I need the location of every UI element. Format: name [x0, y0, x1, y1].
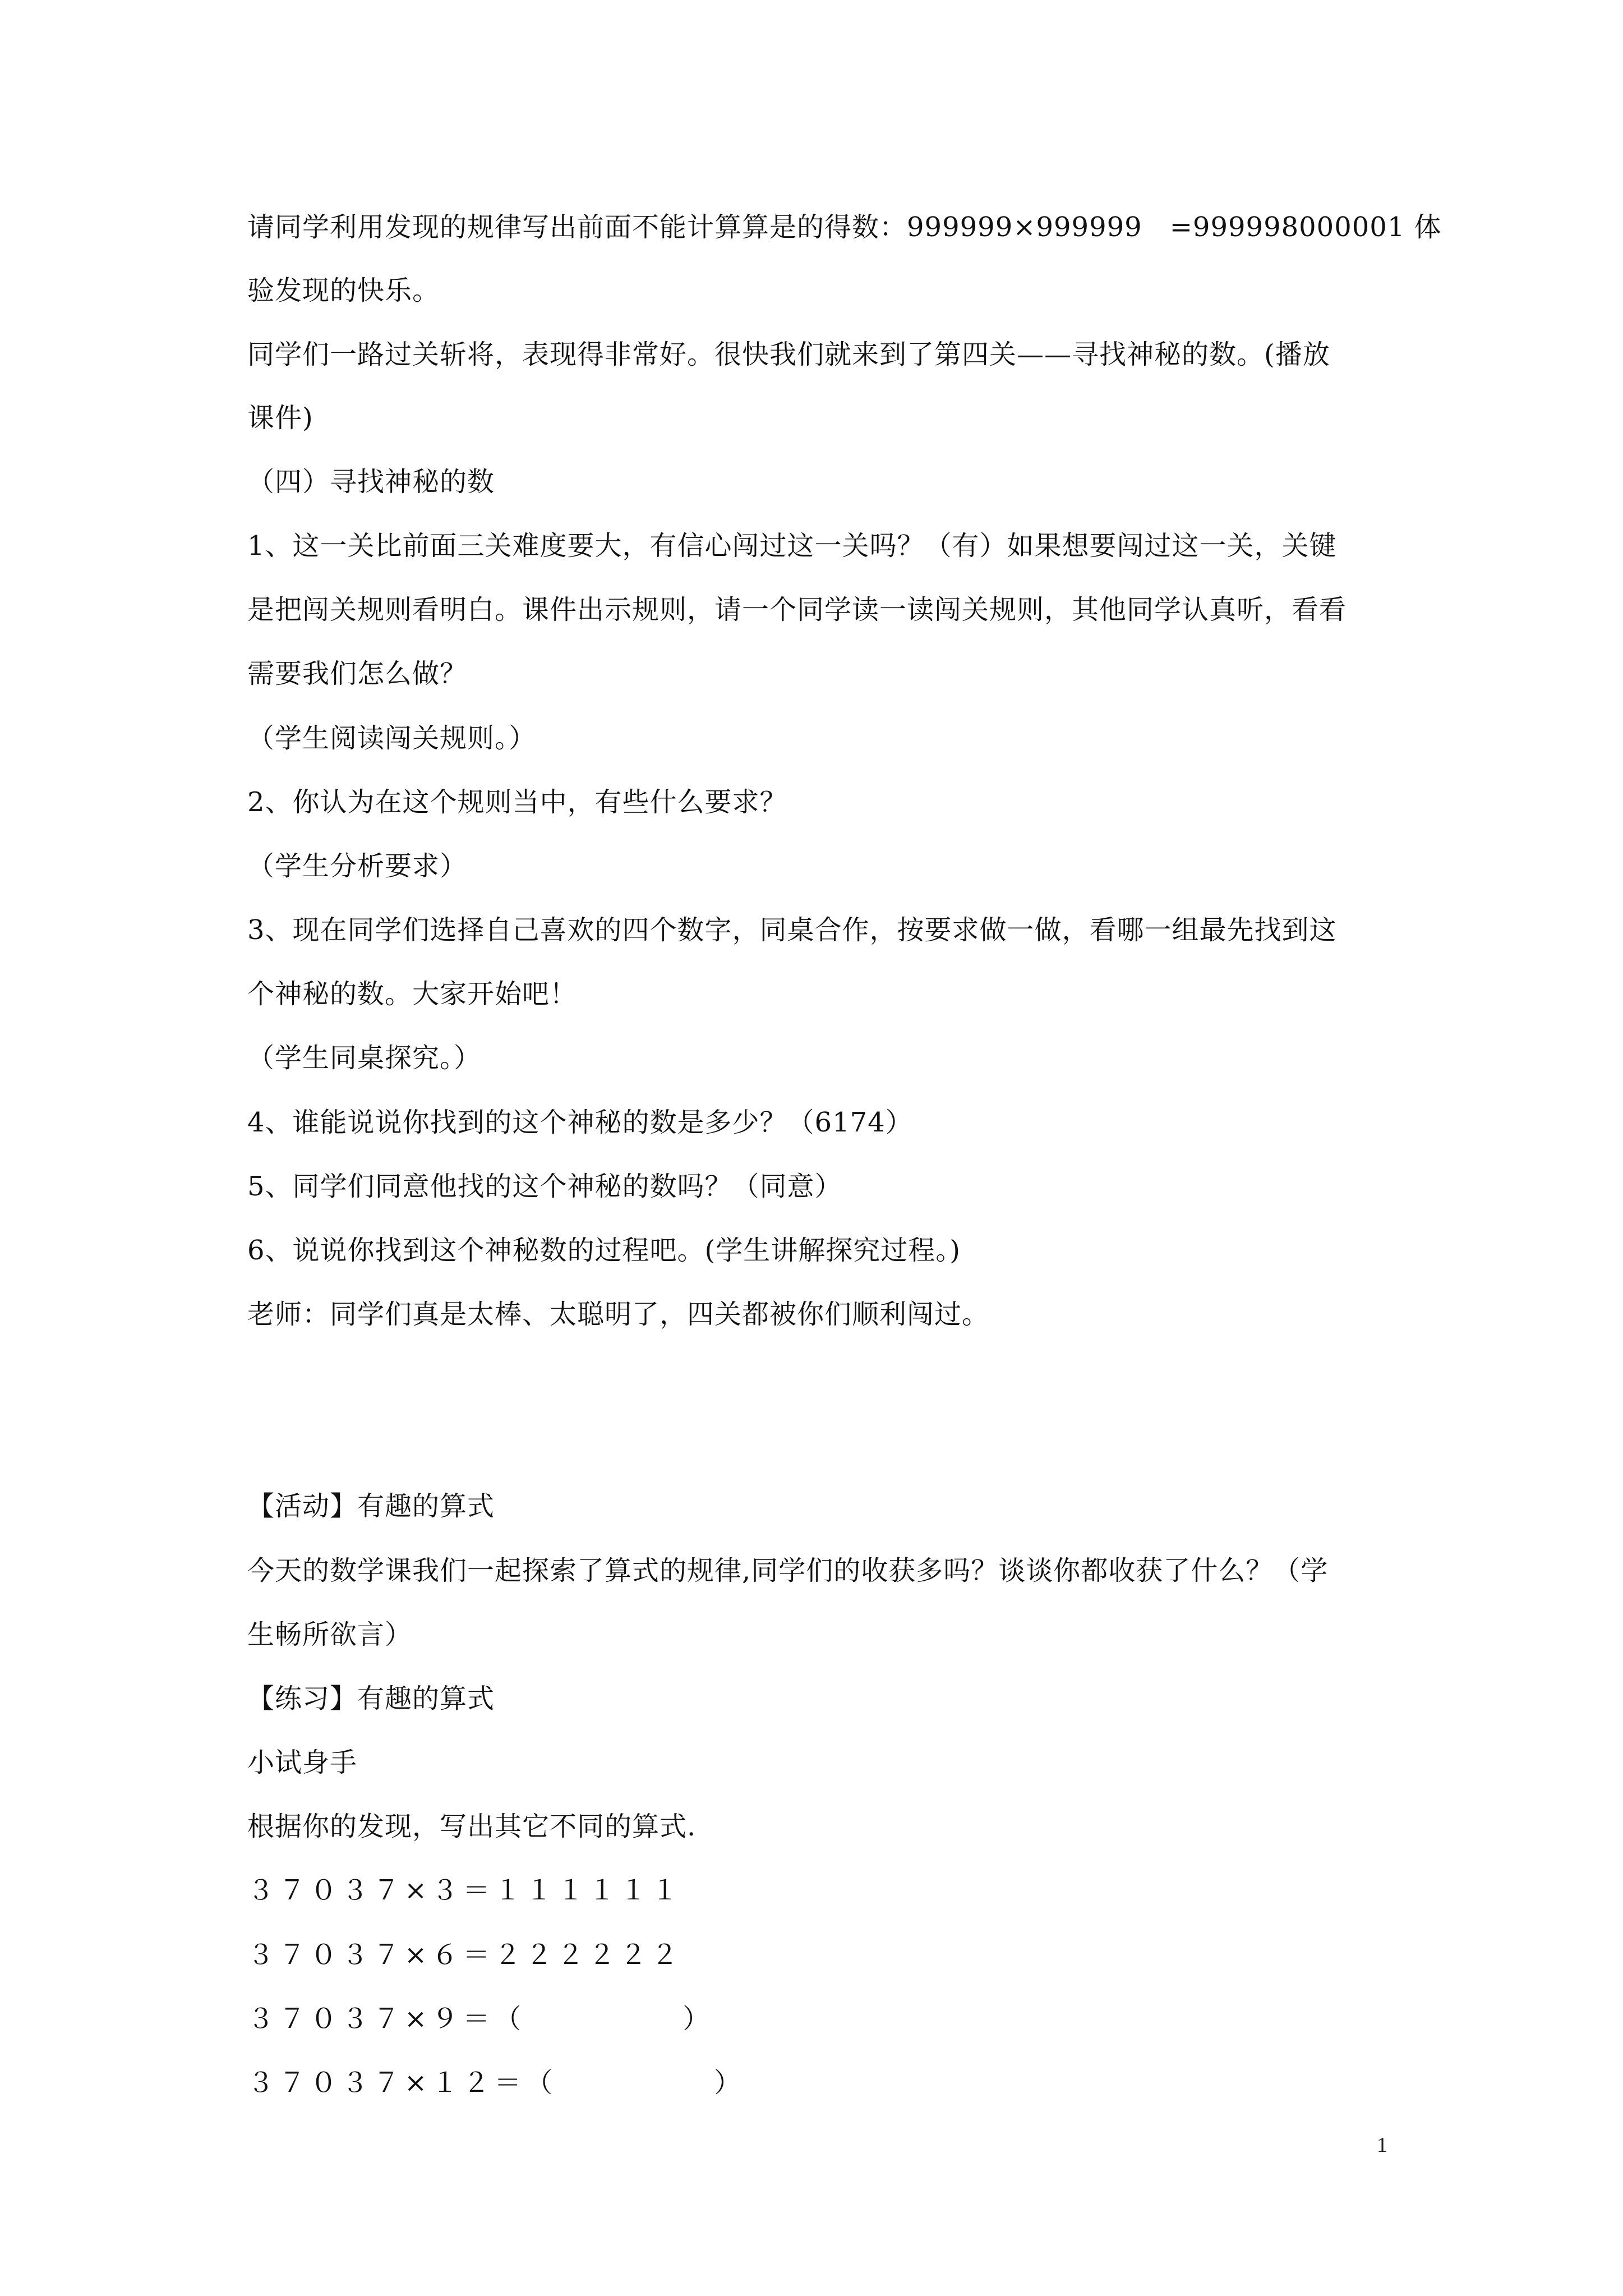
paragraph-line: 老师：同学们真是太棒、太聪明了，四关都被你们顺利闯过。: [247, 1299, 990, 1330]
paragraph-line: 请同学利用发现的规律写出前面不能计算算是的得数：999999×999999 =999998000001 体: [247, 211, 1442, 243]
section-heading: （四）寻找神秘的数: [247, 466, 495, 498]
paragraph-line: 根据你的发现，写出其它不同的算式.: [247, 1811, 697, 1842]
paragraph-line: 5、同学们同意他找的这个神秘的数吗？（同意）: [247, 1171, 842, 1202]
equation-line: ３７０３７×３＝１１１１１１: [247, 1875, 683, 1906]
paragraph-line: 同学们一路过关斩将，表现得非常好。很快我们就来到了第四关——寻找神秘的数。(播放: [247, 339, 1330, 370]
paragraph-line: （学生同桌探究。）: [247, 1042, 482, 1074]
paragraph-line: （学生分析要求）: [247, 850, 468, 882]
paragraph-line: 个神秘的数。大家开始吧！: [247, 978, 578, 1010]
equation-line: ３７０３７×６＝２２２２２２: [247, 1939, 683, 1971]
paragraph-line: 生畅所欲言）: [247, 1619, 413, 1650]
paragraph-line: 3、现在同学们选择自己喜欢的四个数字，同桌合作，按要求做一做，看哪一组最先找到这: [247, 914, 1337, 946]
activity-heading: 【活动】有趣的算式: [247, 1490, 495, 1522]
equation-line: ３７０３７×９＝（ ）: [247, 2003, 714, 2035]
paragraph-line: 验发现的快乐。: [247, 275, 440, 306]
paragraph-line: 6、说说你找到这个神秘数的过程吧。(学生讲解探究过程。): [247, 1235, 961, 1266]
equation-line: ３７０３７×１２＝（ ）: [247, 2067, 746, 2099]
paragraph-line: （学生阅读闯关规则。）: [247, 723, 537, 754]
paragraph-line: 小试身手: [247, 1747, 358, 1778]
paragraph-line: 2、你认为在这个规则当中，有些什么要求？: [247, 786, 787, 818]
paragraph-line: 4、谁能说说你找到的这个神秘的数是多少？（6174）: [247, 1107, 913, 1138]
paragraph-line: 课件): [247, 402, 313, 434]
page-number: 1: [1377, 2133, 1387, 2157]
paragraph-line: 是把闯关规则看明白。课件出示规则，请一个同学读一读闯关规则，其他同学认真听，看看: [247, 594, 1347, 625]
paragraph-line: 今天的数学课我们一起探索了算式的规律,同学们的收获多吗？谈谈你都收获了什么？（学: [247, 1555, 1329, 1586]
exercise-heading: 【练习】有趣的算式: [247, 1683, 495, 1714]
paragraph-line: 需要我们怎么做？: [247, 658, 468, 689]
paragraph-line: 1、这一关比前面三关难度要大，有信心闯过这一关吗？（有）如果想要闯过这一关，关键: [247, 530, 1337, 562]
